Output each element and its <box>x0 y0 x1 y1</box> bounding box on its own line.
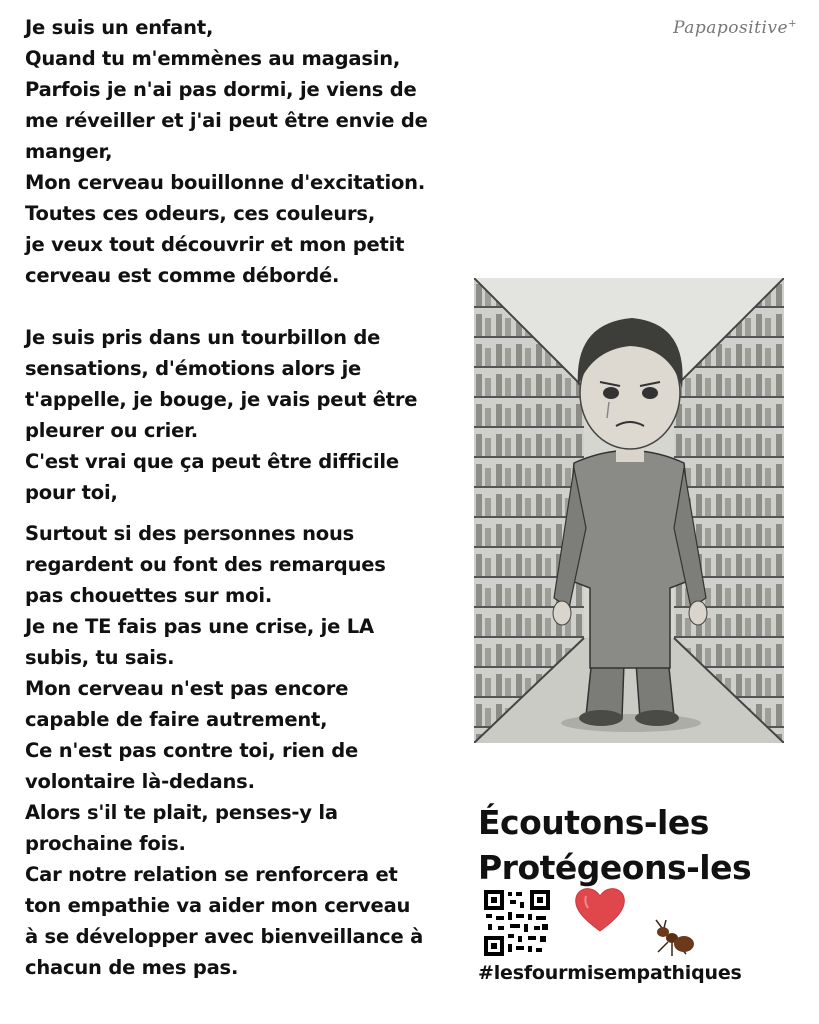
poem-line: Parfois je n'ai pas dormi, je viens de <box>25 78 417 101</box>
poem-line: Quand tu m'emmènes au magasin, <box>25 47 401 70</box>
brand-logo: Papapositive+ <box>673 18 797 38</box>
child-in-store-illustration <box>474 278 784 743</box>
poem-line: Surtout si des personnes nous <box>25 522 355 545</box>
qr-code-icon[interactable] <box>484 890 550 956</box>
poem-line: t'appelle, je bouge, je vais peut être <box>25 388 418 411</box>
ant-icon <box>650 918 696 962</box>
poem-line: prochaine fois. <box>25 832 186 855</box>
poem-line: Alors s'il te plait, penses-y la <box>25 801 338 824</box>
poem-line: volontaire là-dedans. <box>25 770 255 793</box>
poem-line: capable de faire autrement, <box>25 708 328 731</box>
poem-line: Toutes ces odeurs, ces couleurs, <box>25 202 376 225</box>
poem-line: sensations, d'émotions alors je <box>25 357 362 380</box>
poem-line: C'est vrai que ça peut être difficile <box>25 450 399 473</box>
poem-line: pas chouettes sur moi. <box>25 584 273 607</box>
slogan-listen: Écoutons-les <box>478 803 709 842</box>
poem-line: je veux tout découvrir et mon petit <box>25 233 405 256</box>
poem-line: cerveau est comme débordé. <box>25 264 340 287</box>
slogan-protect: Protégeons-les <box>478 848 752 887</box>
poem-text <box>25 12 470 983</box>
poem-line: Mon cerveau bouillonne d'excitation. <box>25 171 426 194</box>
poem-line: à se développer avec bienveillance à <box>25 925 424 948</box>
poem-line: Je suis pris dans un tourbillon de <box>25 326 381 349</box>
poem-line: Ce n'est pas contre toi, rien de <box>25 739 359 762</box>
poem-line: pour toi, <box>25 481 118 504</box>
poem-line: regardent ou font des remarques <box>25 553 386 576</box>
poem-line: Je ne TE fais pas une crise, je LA <box>25 615 374 638</box>
poem-line: Car notre relation se renforcera et <box>25 863 398 886</box>
poem-line: Je suis un enfant, <box>25 16 214 39</box>
poem-line: ton empathie va aider mon cerveau <box>25 894 411 917</box>
hashtag-text: #lesfourmisempathiques <box>478 962 742 984</box>
heart-icon <box>572 884 628 934</box>
poem-line: me réveiller et j'ai peut être envie de <box>25 109 428 132</box>
poem-line: pleurer ou crier. <box>25 419 198 442</box>
poem-line: subis, tu sais. <box>25 646 175 669</box>
poem-line: manger, <box>25 140 113 163</box>
poem-line: chacun de mes pas. <box>25 956 239 979</box>
sketch-drawing <box>474 278 784 743</box>
poem-line: Mon cerveau n'est pas encore <box>25 677 349 700</box>
